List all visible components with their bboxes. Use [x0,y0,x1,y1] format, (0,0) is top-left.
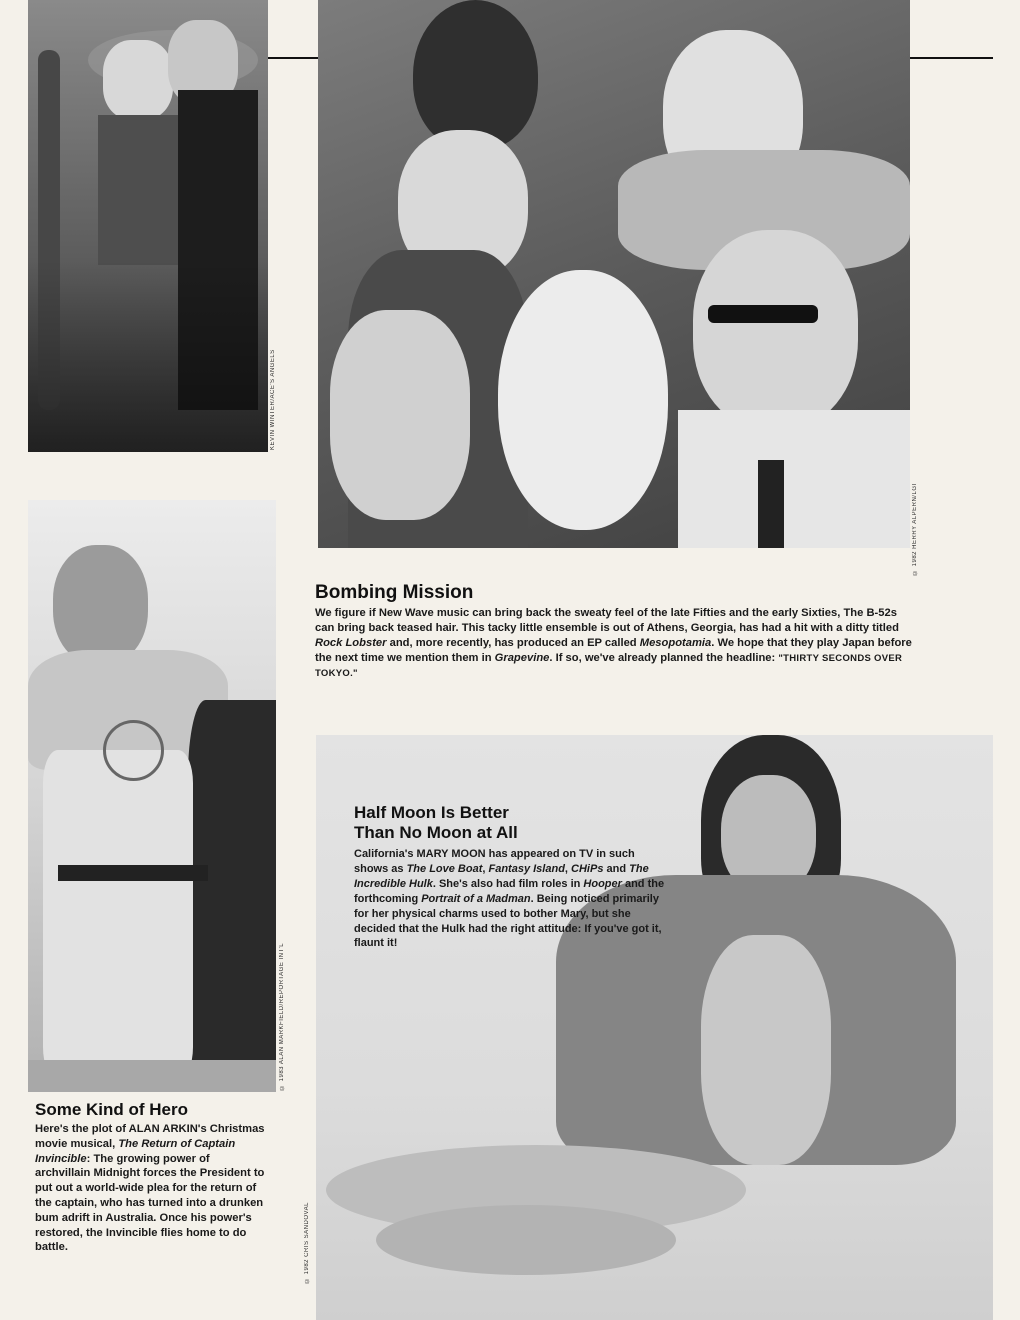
body-bombing-mission: We figure if New Wave music can bring back the sweaty feel of the late Fifties and the early Sixties, The B-52s can bring back teased hair. This tacky little ensemble is out of Athens, Georgia, has had a hit with a ditty titled Rock Lobster and, more recently, has produced an EP called Mesopotamia. We hope that they play Japan before the next time we mention them in Grapevine. If so, we've already planned the headline: "THIRTY SECONDS OVER TOKYO." [315,607,912,679]
headline-half-moon: Half Moon Is Better Than No Moon at All [354,803,518,842]
article-half-moon [354,803,672,951]
photo-credit: KEVIN WINTER/ACE'S ANGELS [270,349,276,450]
photo-credit: © 1982 CRIS SANDOVAL [304,1202,310,1283]
article-bombing-mission [315,582,915,681]
photo-credit: © 1983 ALAN MARKFIELD/REPORTAGE INT'L [279,942,285,1090]
photo-top-left [28,0,268,452]
article-some-kind-of-hero [35,1100,267,1255]
headline-bombing-mission: Bombing Mission [315,582,474,603]
photo-credit: © 1982 HERRY ALPERN/LGI [912,483,918,575]
photo-b52s [318,0,910,548]
headline-some-kind-of-hero: Some Kind of Hero [35,1100,189,1119]
body-half-moon: California's MARY MOON has appeared on TV in such shows as The Love Boat, Fantasy Island, CHiPs and The Incredible Hulk. She's also had film roles in Hooper and the forthcoming Portrait of a Madman. Being noticed primarily for her physical charms used to bother Mary, but she decided that the Hulk had the right attitude: If you've got it, flaunt it! [354,848,665,950]
photo-hero [28,500,276,1092]
body-some-kind-of-hero: Here's the plot of ALAN ARKIN's Christmas movie musical, The Return of Captain Invincible: The growing power of archvillain Midnight forces the President to put out a world-wide plea for the return of the captain, who has turned into a drunken bum adrift in Australia. Once his power's restored, the Invincible flies home to do battle. [35,1123,265,1254]
